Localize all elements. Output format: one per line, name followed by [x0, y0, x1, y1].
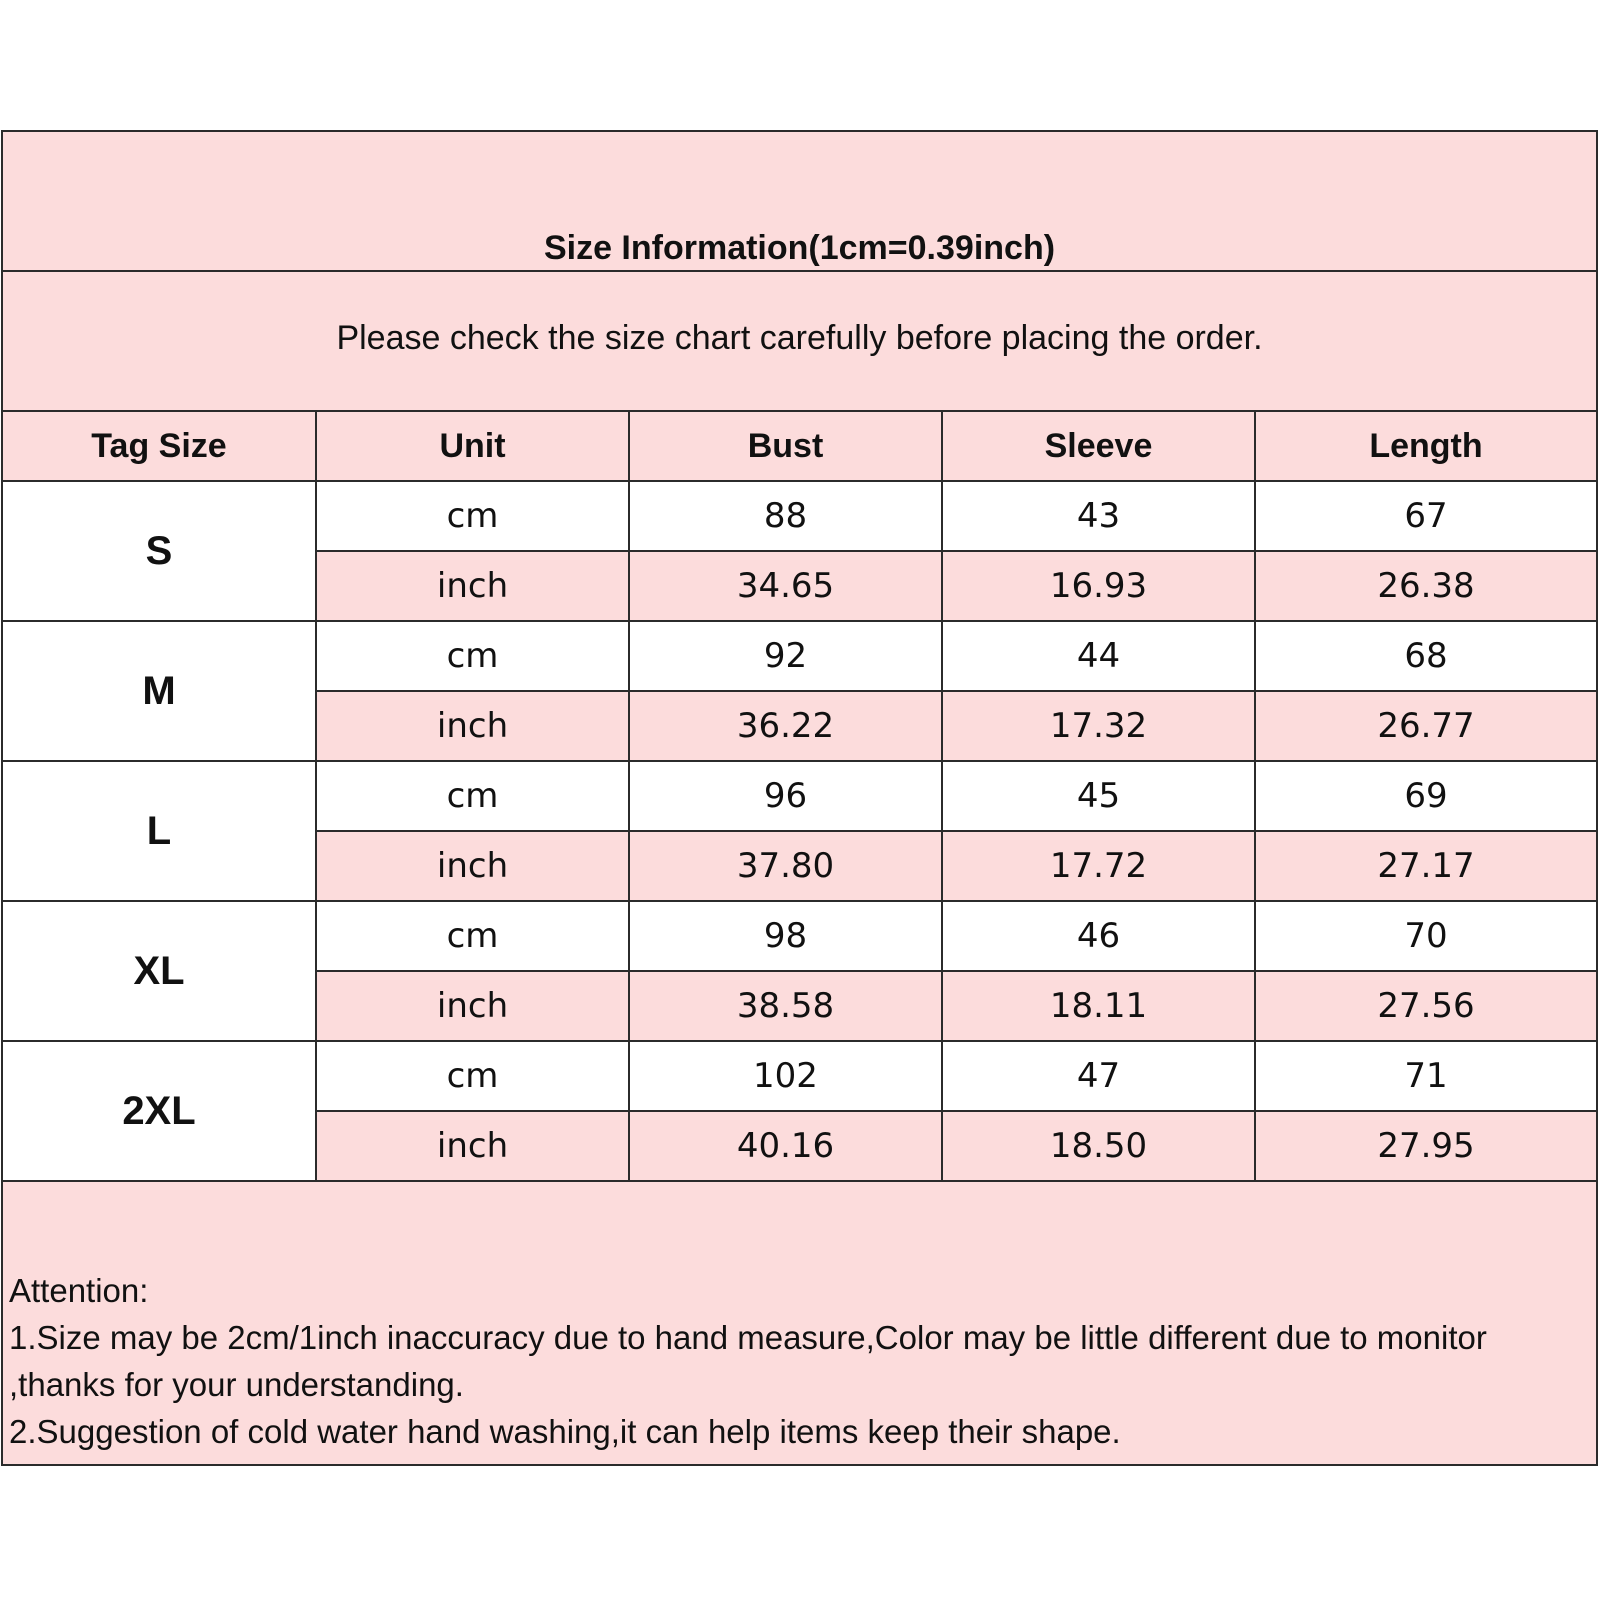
unit-cell: cm [316, 481, 629, 551]
size-table [3, 412, 1596, 1182]
header-tag-size: Tag Size [3, 412, 316, 481]
length-cell: 26.77 [1255, 691, 1596, 761]
sleeve-cell: 17.32 [942, 691, 1255, 761]
attention-notes [9, 1267, 1590, 1455]
bust-cell: 92 [629, 621, 942, 691]
table-row [3, 901, 1596, 971]
unit-cell: cm [316, 621, 629, 691]
sleeve-cell: 44 [942, 621, 1255, 691]
length-cell: 26.38 [1255, 551, 1596, 621]
tag-size-cell: 2XL [3, 1041, 316, 1181]
table-row [3, 481, 1596, 551]
length-cell: 27.17 [1255, 831, 1596, 901]
bust-cell: 36.22 [629, 691, 942, 761]
length-cell: 70 [1255, 901, 1596, 971]
unit-cell: inch [316, 551, 629, 621]
sleeve-cell: 45 [942, 761, 1255, 831]
header-length: Length [1255, 412, 1596, 481]
unit-cell: inch [316, 831, 629, 901]
attention-note-2: 2.Suggestion of cold water hand washing,it can help items keep their shape. [9, 1413, 1121, 1450]
sleeve-cell: 18.11 [942, 971, 1255, 1041]
length-cell: 71 [1255, 1041, 1596, 1111]
size-info-title: Size Information(1cm=0.39inch) [543, 229, 1056, 267]
sleeve-cell: 16.93 [942, 551, 1255, 621]
unit-cell: inch [316, 1111, 629, 1181]
sleeve-cell: 43 [942, 481, 1255, 551]
size-check-notice: Please check the size chart carefully before placing the order. [336, 319, 1263, 357]
tag-size-cell: XL [3, 901, 316, 1041]
bust-cell: 37.80 [629, 831, 942, 901]
length-cell: 67 [1255, 481, 1596, 551]
tag-size-cell: M [3, 621, 316, 761]
tag-size-cell: L [3, 761, 316, 901]
attention-note-1: 1.Size may be 2cm/1inch inaccuracy due to hand measure,Color may be little different due to monitor ,thanks for your understanding. [9, 1319, 1487, 1403]
unit-cell: inch [316, 691, 629, 761]
table-row [3, 1041, 1596, 1111]
bust-cell: 38.58 [629, 971, 942, 1041]
sleeve-cell: 47 [942, 1041, 1255, 1111]
attention-heading: Attention: [9, 1272, 149, 1309]
unit-cell: inch [316, 971, 629, 1041]
length-cell: 69 [1255, 761, 1596, 831]
length-cell: 27.56 [1255, 971, 1596, 1041]
title-row [3, 132, 1596, 272]
notice-row [3, 272, 1596, 412]
unit-cell: cm [316, 761, 629, 831]
header-row [3, 412, 1596, 481]
sleeve-cell: 18.50 [942, 1111, 1255, 1181]
length-cell: 68 [1255, 621, 1596, 691]
sleeve-cell: 17.72 [942, 831, 1255, 901]
bust-cell: 34.65 [629, 551, 942, 621]
header-bust: Bust [629, 412, 942, 481]
bust-cell: 102 [629, 1041, 942, 1111]
length-cell: 27.95 [1255, 1111, 1596, 1181]
tag-size-cell: S [3, 481, 316, 621]
bust-cell: 96 [629, 761, 942, 831]
sleeve-cell: 46 [942, 901, 1255, 971]
size-chart-sheet [1, 130, 1598, 1466]
header-sleeve: Sleeve [942, 412, 1255, 481]
bust-cell: 88 [629, 481, 942, 551]
unit-cell: cm [316, 901, 629, 971]
table-row [3, 621, 1596, 691]
bust-cell: 98 [629, 901, 942, 971]
bust-cell: 40.16 [629, 1111, 942, 1181]
table-row [3, 761, 1596, 831]
header-unit: Unit [316, 412, 629, 481]
unit-cell: cm [316, 1041, 629, 1111]
